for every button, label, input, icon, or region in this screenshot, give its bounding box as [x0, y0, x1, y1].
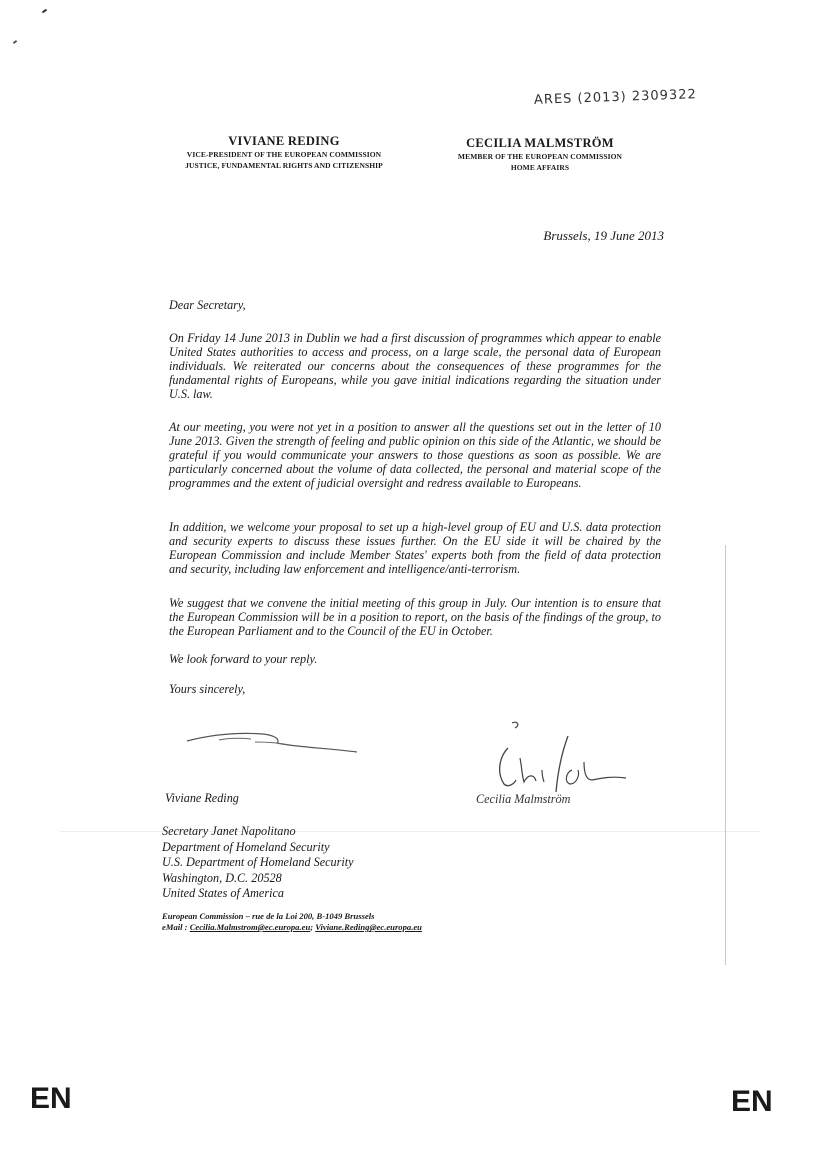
footer-emails	[162, 922, 422, 933]
valediction: Yours sincerely,	[169, 682, 246, 696]
signatory-reding: Viviane Reding	[165, 791, 239, 805]
sender-left-name: VIVIANE REDING	[228, 134, 340, 148]
email-link-malmstrom[interactable]: Cecilia.Malmstrom@ec.europa.eu	[189, 922, 311, 932]
sender-left-title: VICE-PRESIDENT OF THE EUROPEAN COMMISSION	[186, 150, 382, 159]
recipient-department-full: U.S. Department of Homeland Security	[162, 855, 354, 869]
email-link-reding[interactable]: Viviane.Reding@ec.europa.eu	[315, 922, 422, 932]
sender-left-portfolio: JUSTICE, FUNDAMENTAL RIGHTS AND CITIZENSHIP	[185, 161, 383, 170]
recipient-city: Washington, D.C. 20528	[162, 870, 282, 885]
recipient-country: United States of America	[162, 886, 284, 900]
scan-mark	[42, 9, 47, 14]
reference-handwritten: ARES (2013) 2309322	[533, 87, 697, 108]
recipient-department: Department of Homeland Security	[162, 839, 330, 854]
sender-right-name: CECILIA MALMSTRÖM	[466, 136, 614, 150]
footer	[162, 911, 422, 933]
email-separator: ;	[310, 922, 316, 932]
scan-artifact-edge	[725, 545, 726, 965]
letter-date: Brussels, 19 June 2013	[543, 228, 664, 243]
paragraph: On Friday 14 June 2013 in Dublin we had a first discussion of programmes which appear to enable United States authorities to access and process, on a large scale, the personal data of European individuals. We reiterated our concerns about the consequences of these programmes for the fundamental rights of Europeans, while you gave initial indications regarding the situation under U.S. law.	[169, 331, 661, 401]
scan-mark	[13, 40, 17, 44]
sender-left-header	[166, 136, 402, 171]
signature-reding	[185, 726, 360, 756]
signature-malmstrom	[480, 718, 630, 798]
closing-line: We look forward to your reply.	[169, 652, 318, 666]
sender-right-title: MEMBER OF THE EUROPEAN COMMISSION	[457, 152, 623, 161]
paragraph: We suggest that we convene the initial meeting of this group in July. Our intention is to ensure that the European Commission will be in a position to report, on the basis of the findings of the group, to the European Parliament and to the Council of the EU in October.	[169, 596, 661, 638]
language-mark-left: EN	[30, 1082, 72, 1115]
footer-address: European Commission – rue de la Loi 200, B-1049 Brussels	[162, 911, 375, 921]
paragraph: In addition, we welcome your proposal to set up a high-level group of EU and U.S. data protection and security experts to discuss these issues further. On the EU side it will be chaired by the European Commission and include Member States' experts both from the field of data protection and security, including law enforcement and intelligence/anti-terrorism.	[169, 520, 661, 576]
paragraph: At our meeting, you were not yet in a position to answer all the questions set out in the letter of 10 June 2013. Given the strength of feeling and public opinion on this side of the Atlantic, we should be grateful if you would communicate your answers to those questions as soon as possible. We are particularly concerned about the volume of data collected, the personal and material scope of the programmes and the extent of judicial oversight and redress available to Europeans.	[169, 420, 661, 490]
sender-right-header	[442, 138, 638, 173]
sender-right-portfolio: HOME AFFAIRS	[510, 163, 570, 172]
email-label: eMail :	[162, 922, 190, 932]
recipient-name: Secretary Janet Napolitano	[162, 824, 296, 838]
salutation: Dear Secretary,	[169, 298, 246, 312]
signatory-malmstrom: Cecilia Malmström	[476, 792, 571, 806]
recipient-address	[162, 824, 354, 902]
language-mark-right: EN	[731, 1085, 773, 1118]
